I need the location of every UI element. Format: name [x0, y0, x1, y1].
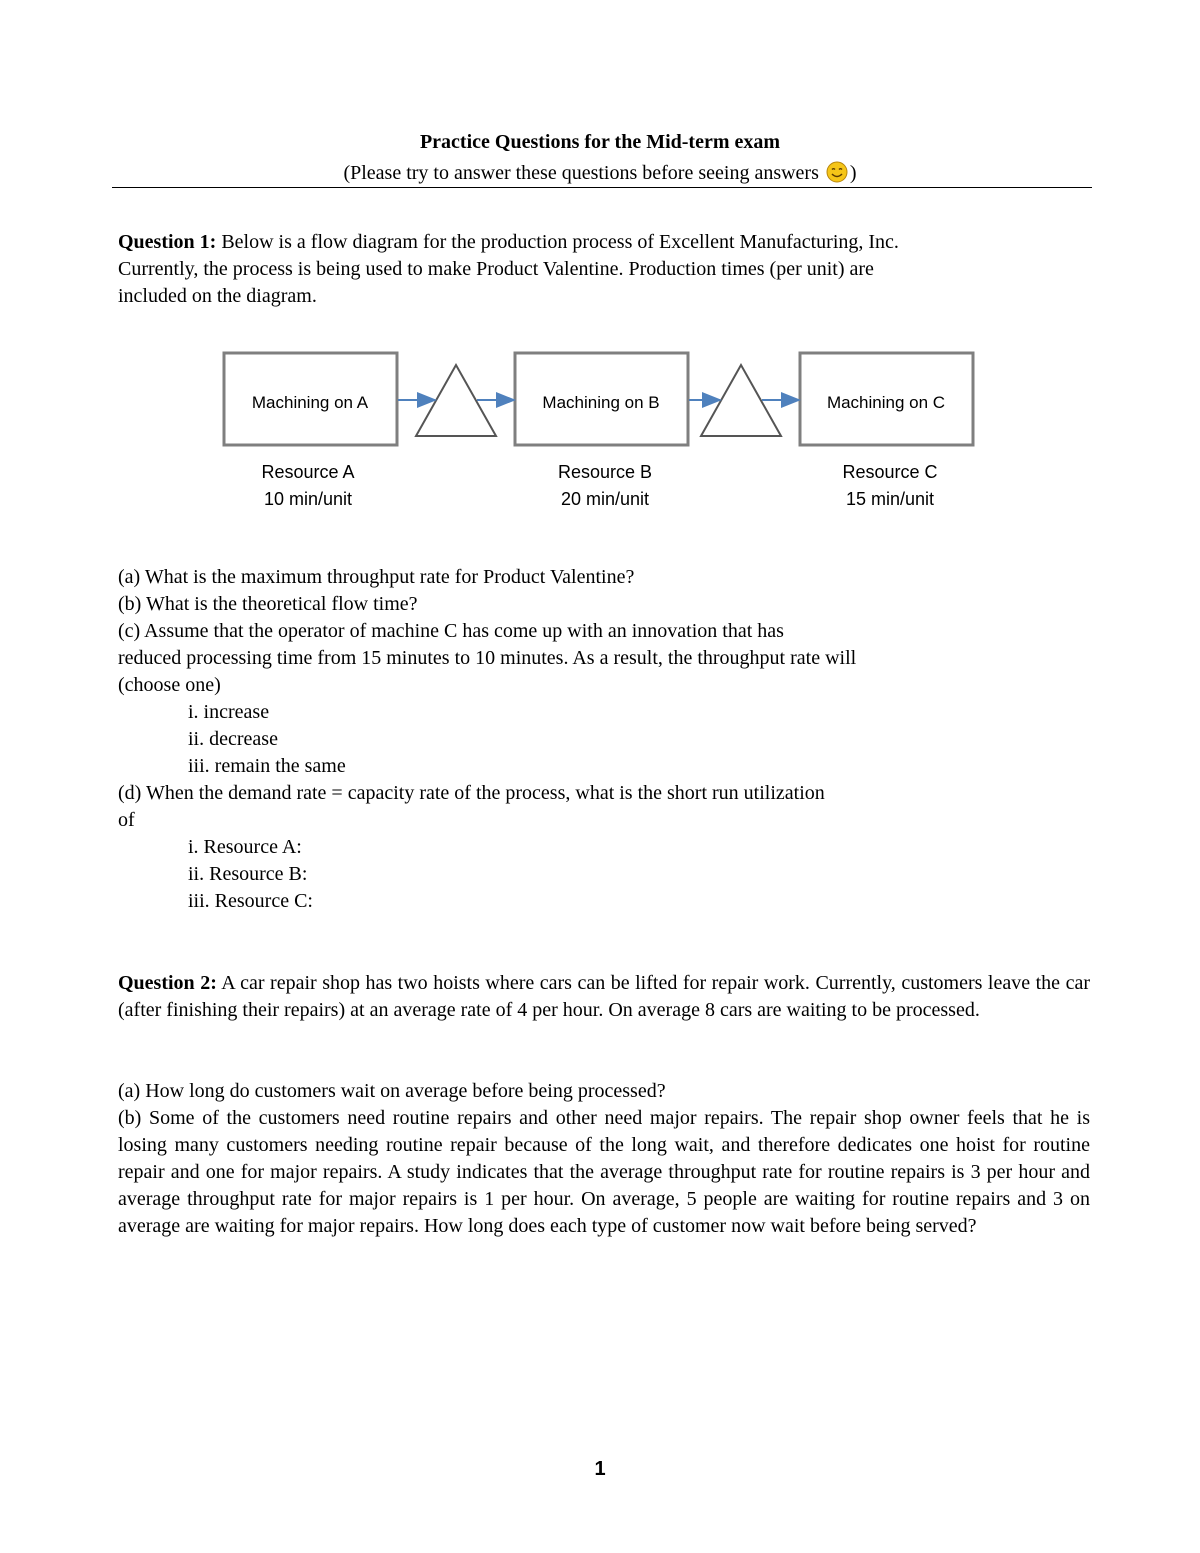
page-number: 1 — [594, 1458, 606, 1480]
question-1-parts — [118, 564, 1090, 915]
question-1-label: Question 1: — [118, 231, 217, 253]
question-1d-option: iii. Resource C: — [188, 890, 313, 912]
question-1-line-1: Below is a flow diagram for the production process of Excellent Manufacturing, Inc. — [216, 231, 899, 253]
question-2-parts — [118, 1078, 1090, 1240]
stage-label-c: Machining on C — [826, 393, 946, 412]
stage-label-b: Machining on B — [542, 393, 660, 412]
question-2a: (a) How long do customers wait on average before being processed? — [118, 1080, 666, 1102]
question-2-label: Question 2: — [118, 972, 217, 994]
header-divider — [112, 187, 1092, 188]
resource-time-c: 15 min/unit — [845, 489, 935, 509]
resource-time-b: 20 min/unit — [560, 489, 650, 509]
question-1c-line-3: (choose one) — [118, 674, 221, 696]
question-1d-option: ii. Resource B: — [188, 863, 308, 885]
question-2-intro-text: A car repair shop has two hoists where cars can be lifted for repair work. Currently, customers leave the car (after finishing their repairs) at an average rate of 4 per hour. On average 8 cars are waiting to be processed. — [118, 972, 1090, 1021]
subtitle-text: (Please try to answer these questions before seeing answers — [343, 162, 819, 184]
question-1b: (b) What is the theoretical flow time? — [118, 593, 418, 615]
question-1c-option: ii. decrease — [188, 728, 278, 750]
question-1a: (a) What is the maximum throughput rate for Product Valentine? — [118, 566, 635, 588]
question-1d-line-1: (d) When the demand rate = capacity rate of the process, what is the short run utilization — [118, 782, 825, 804]
resource-time-a: 10 min/unit — [263, 489, 353, 509]
question-1-line-2: Currently, the process is being used to make Product Valentine. Production times (per unit) are — [118, 258, 874, 280]
question-1c-line-2: reduced processing time from 15 minutes to 10 minutes. As a result, the throughput rate will — [118, 647, 857, 669]
smiley-icon — [826, 161, 848, 183]
subtitle-close: ) — [849, 162, 857, 184]
question-1-line-3: included on the diagram. — [118, 285, 317, 307]
question-1-intro — [118, 229, 1090, 310]
resource-name-b: Resource B — [557, 462, 653, 482]
page-title: Practice Questions for the Mid-term exam — [419, 131, 781, 153]
resource-name-a: Resource A — [261, 462, 355, 482]
resource-name-c: Resource C — [842, 462, 938, 482]
question-1c-line-1: (c) Assume that the operator of machine C has come up with an innovation that has — [118, 620, 784, 642]
question-1d-option: i. Resource A: — [188, 836, 302, 858]
flow-diagram — [0, 340, 1200, 530]
question-1c-option: i. increase — [188, 701, 270, 723]
question-2b: (b) Some of the customers need routine repairs and other need major repairs. The repair shop owner feels that he is losing many customers needing routine repair because of the long wait, and therefore dedicates one hoist for routine repair and one for major repairs. A study indicates that the average throughput rate for routine repairs is 3 per hour and average throughput rate for major repairs is 1 per hour. On average, 5 people are waiting for routine repairs and 3 on average are waiting for major repairs. How long does each type of customer now wait before being served? — [118, 1107, 1090, 1237]
question-1d-line-2: of — [118, 809, 135, 831]
question-2-intro — [118, 970, 1090, 1024]
question-1c-option: iii. remain the same — [188, 755, 346, 777]
page-subtitle — [0, 160, 1200, 186]
stage-label-a: Machining on A — [251, 393, 369, 412]
